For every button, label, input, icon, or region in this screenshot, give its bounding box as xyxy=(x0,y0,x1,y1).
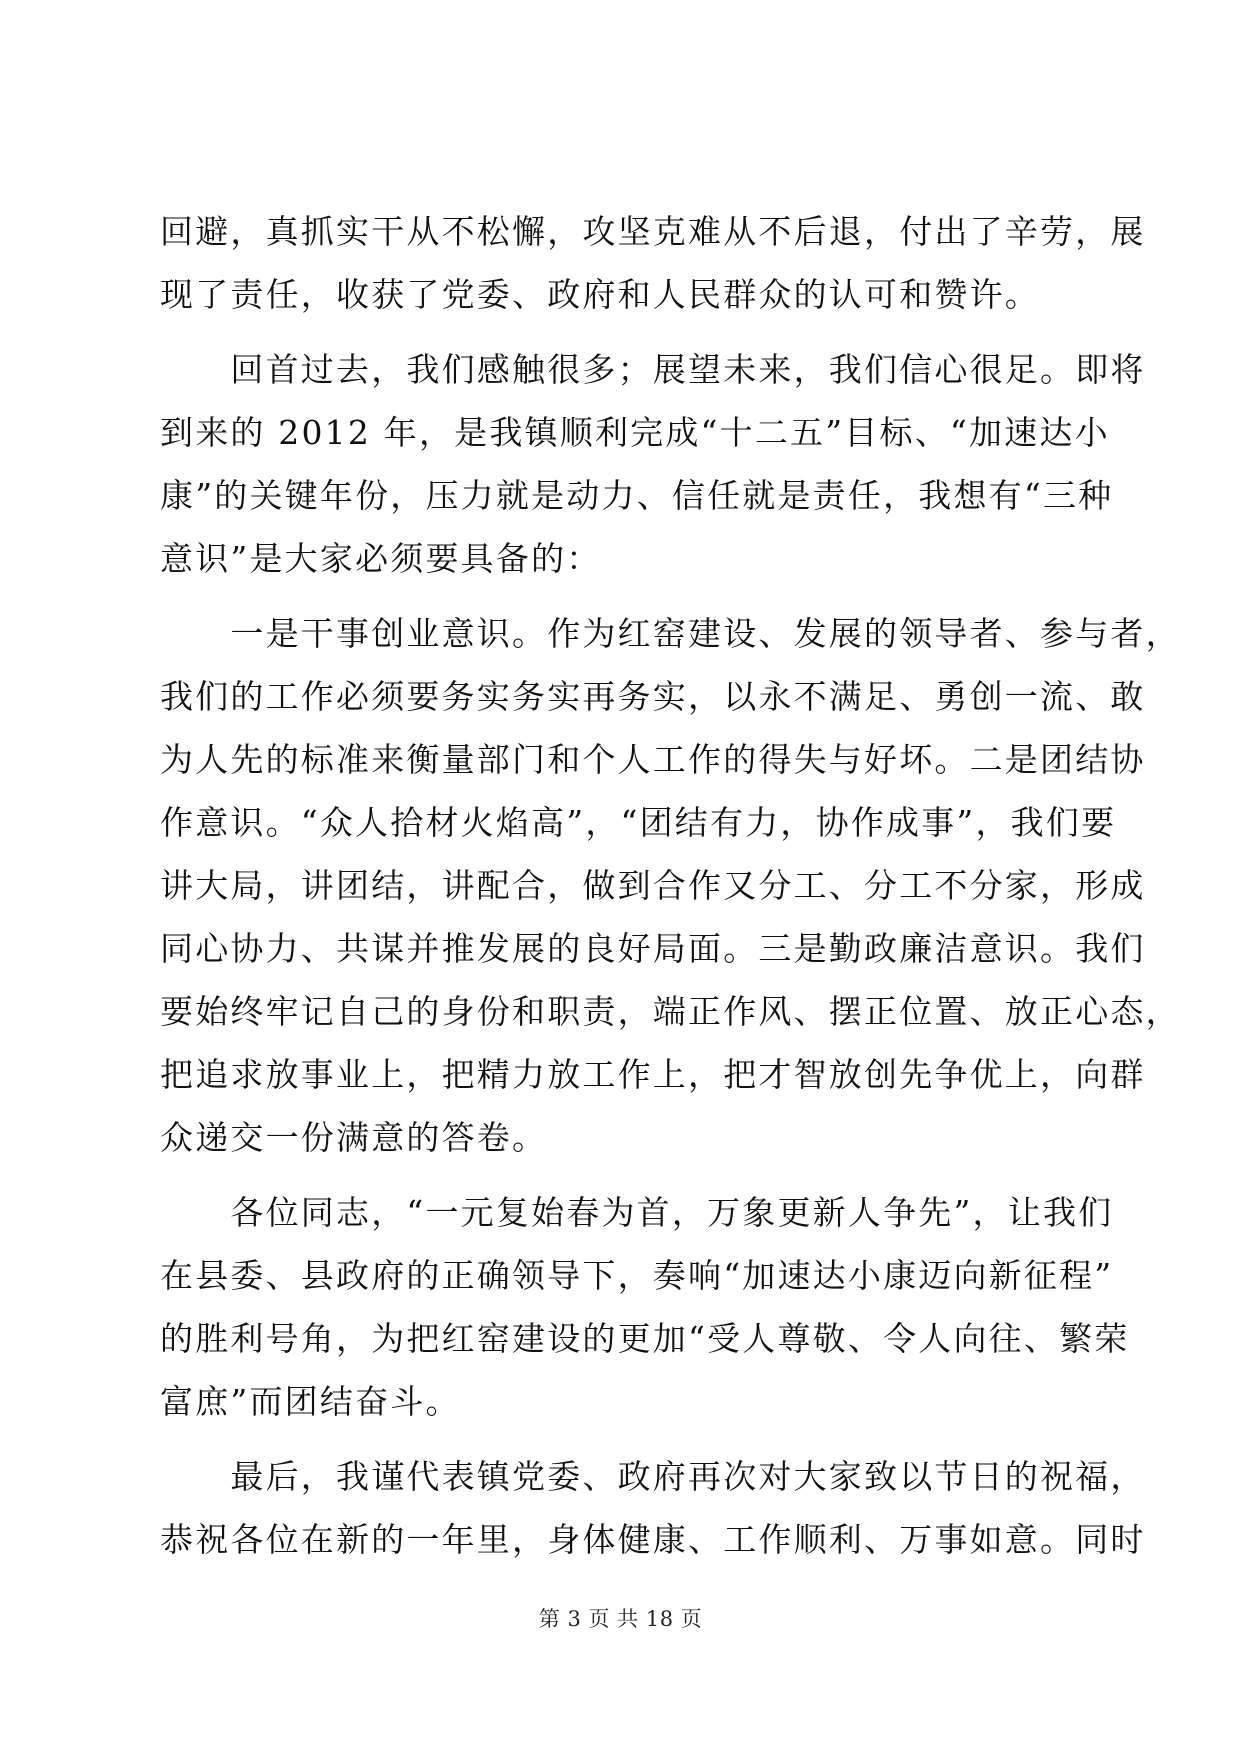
body-text-line: 富庶”而团结奋斗。 xyxy=(160,1382,461,1421)
body-text-line: 我们的工作必须要务实务实再务实，以永不满足、勇创一流、敢 xyxy=(160,677,1146,716)
body-text-line: 把追求放事业上，把精力放工作上，把才智放创先争优上，向群 xyxy=(160,1055,1146,1094)
body-text-line: 各位同志，“一元复始春为首，万象更新人争先”，让我们 xyxy=(160,1193,1114,1232)
body-text-line: 康”的关键年份，压力就是动力、信任就是责任，我想有“三种 xyxy=(160,476,1114,515)
body-text-line: 恭祝各位在新的一年里，身体健康、工作顺利、万事如意。同时 xyxy=(160,1520,1146,1559)
body-text-line: 作意识。“众人拾材火焰高”，“团结有力，协作成事”，我们要 xyxy=(160,803,1117,842)
body-text-line: 一是干事创业意识。作为红窑建设、发展的领导者、参与者， xyxy=(160,614,1181,653)
body-text-line: 回避，真抓实干从不松懈，攻坚克难从不后退，付出了辛劳，展 xyxy=(160,212,1146,251)
body-text-line: 要始终牢记自己的身份和职责，端正作风、摆正位置、放正心态， xyxy=(160,992,1181,1031)
body-text-line: 到来的 2012 年，是我镇顺利完成“十二五”目标、“加速达小 xyxy=(160,413,1110,452)
page-number-footer: 第 3 页 共 18 页 xyxy=(538,1607,703,1631)
body-text-line: 现了责任，收获了党委、政府和人民群众的认可和赞许。 xyxy=(160,275,1040,314)
body-text-line: 最后，我谨代表镇党委、政府再次对大家致以节日的祝福， xyxy=(160,1457,1146,1496)
body-text-line: 众递交一份满意的答卷。 xyxy=(160,1118,548,1157)
body-text-line: 回首过去，我们感触很多；展望未来，我们信心很足。即将 xyxy=(160,350,1146,389)
body-text-line: 讲大局，讲团结，讲配合，做到合作又分工、分工不分家，形成 xyxy=(160,866,1146,905)
body-text-line: 意识”是大家必须要具备的： xyxy=(160,539,602,578)
body-text-line: 的胜利号角，为把红窑建设的更加“受人尊敬、令人向往、繁荣 xyxy=(160,1319,1130,1358)
body-text-line: 为人先的标准来衡量部门和个人工作的得失与好坏。二是团结协 xyxy=(160,740,1146,779)
body-text-line: 在县委、县政府的正确领导下，奏响“加速达小康迈向新征程” xyxy=(160,1256,1114,1295)
body-text-line: 同心协力、共谋并推发展的良好局面。三是勤政廉洁意识。我们 xyxy=(160,929,1146,968)
